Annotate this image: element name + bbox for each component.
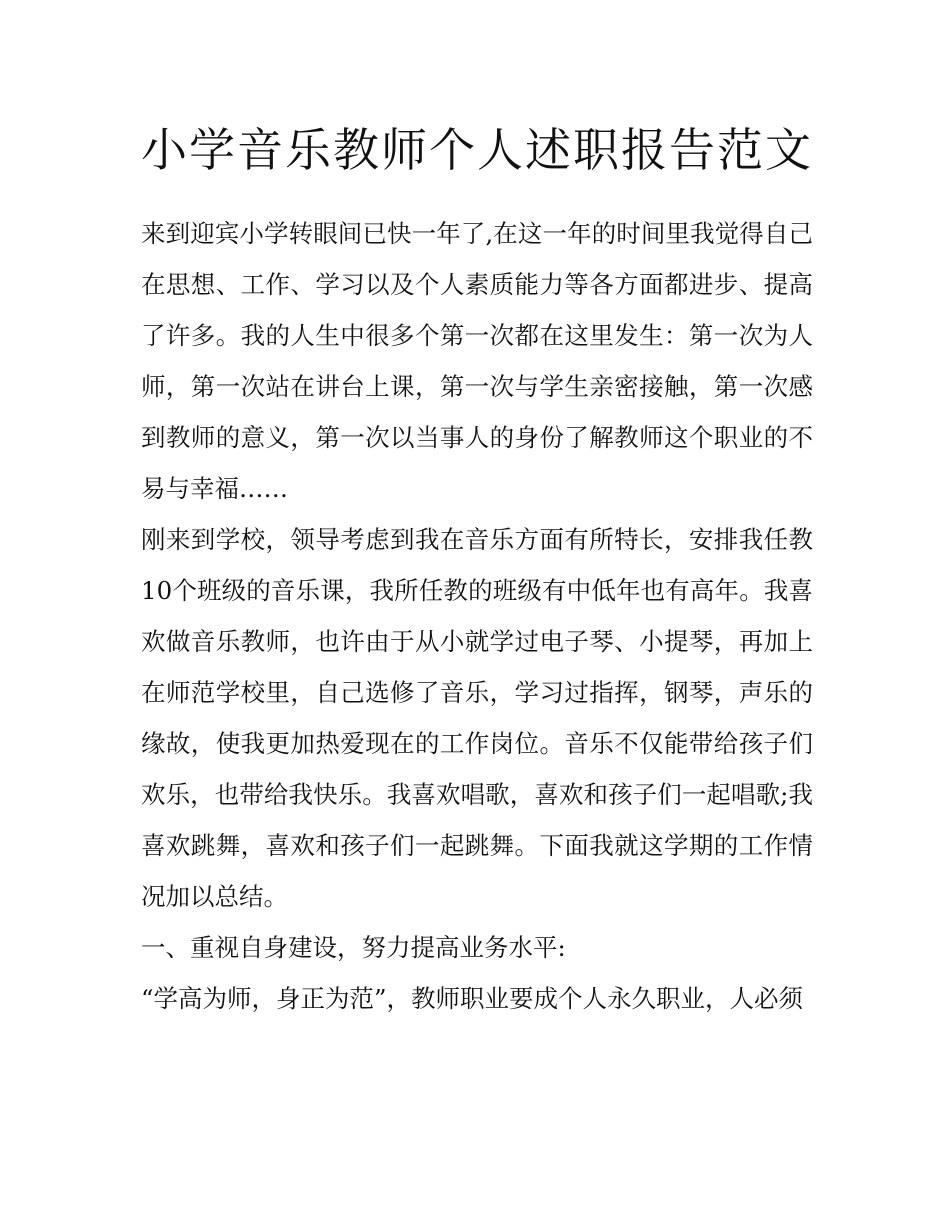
- paragraph-section-1-start: “学高为师，身正为范”，教师职业要成个人永久职业，人必须: [141, 984, 804, 1013]
- paragraph-intro: 来到迎宾小学转眼间已快一年了,在这一年的时间里我觉得自己在思想、工作、学习以及个人素质能力等各方面都进步、提高了许多。我的人生中很多个第一次都在这里发生：第一次为人师，第一次站在讲台上课，第一次与学生亲密接触，第一次感到教师的意义，第一次以当事人的身份了解教师这个职业的不易与幸福……: [141, 219, 813, 503]
- title-block: [141, 112, 813, 188]
- paragraph-work-assignment: 刚来到学校，领导考虑到我在音乐方面有所特长，安排我任教10个班级的音乐课，我所任教的班级有中低年也有高年。我喜欢做音乐教师，也许由于从小就学过电子琴、小提琴，再加上在师范学校里，自己选修了音乐，学习过指挥，钢琴，声乐的缘故，使我更加热爱现在的工作岗位。音乐不仅能带给孩子们欢乐，也带给我快乐。我喜欢唱歌，喜欢和孩子们一起唱歌;我喜欢跳舞，喜欢和孩子们一起跳舞。下面我就这学期的工作情况加以总结。: [141, 525, 813, 911]
- section-heading-1: 一、重视自身建设，努力提高业务水平:: [141, 933, 566, 962]
- document-title: 小学音乐教师个人述职报告范文: [141, 123, 813, 177]
- document-body: [141, 112, 813, 1024]
